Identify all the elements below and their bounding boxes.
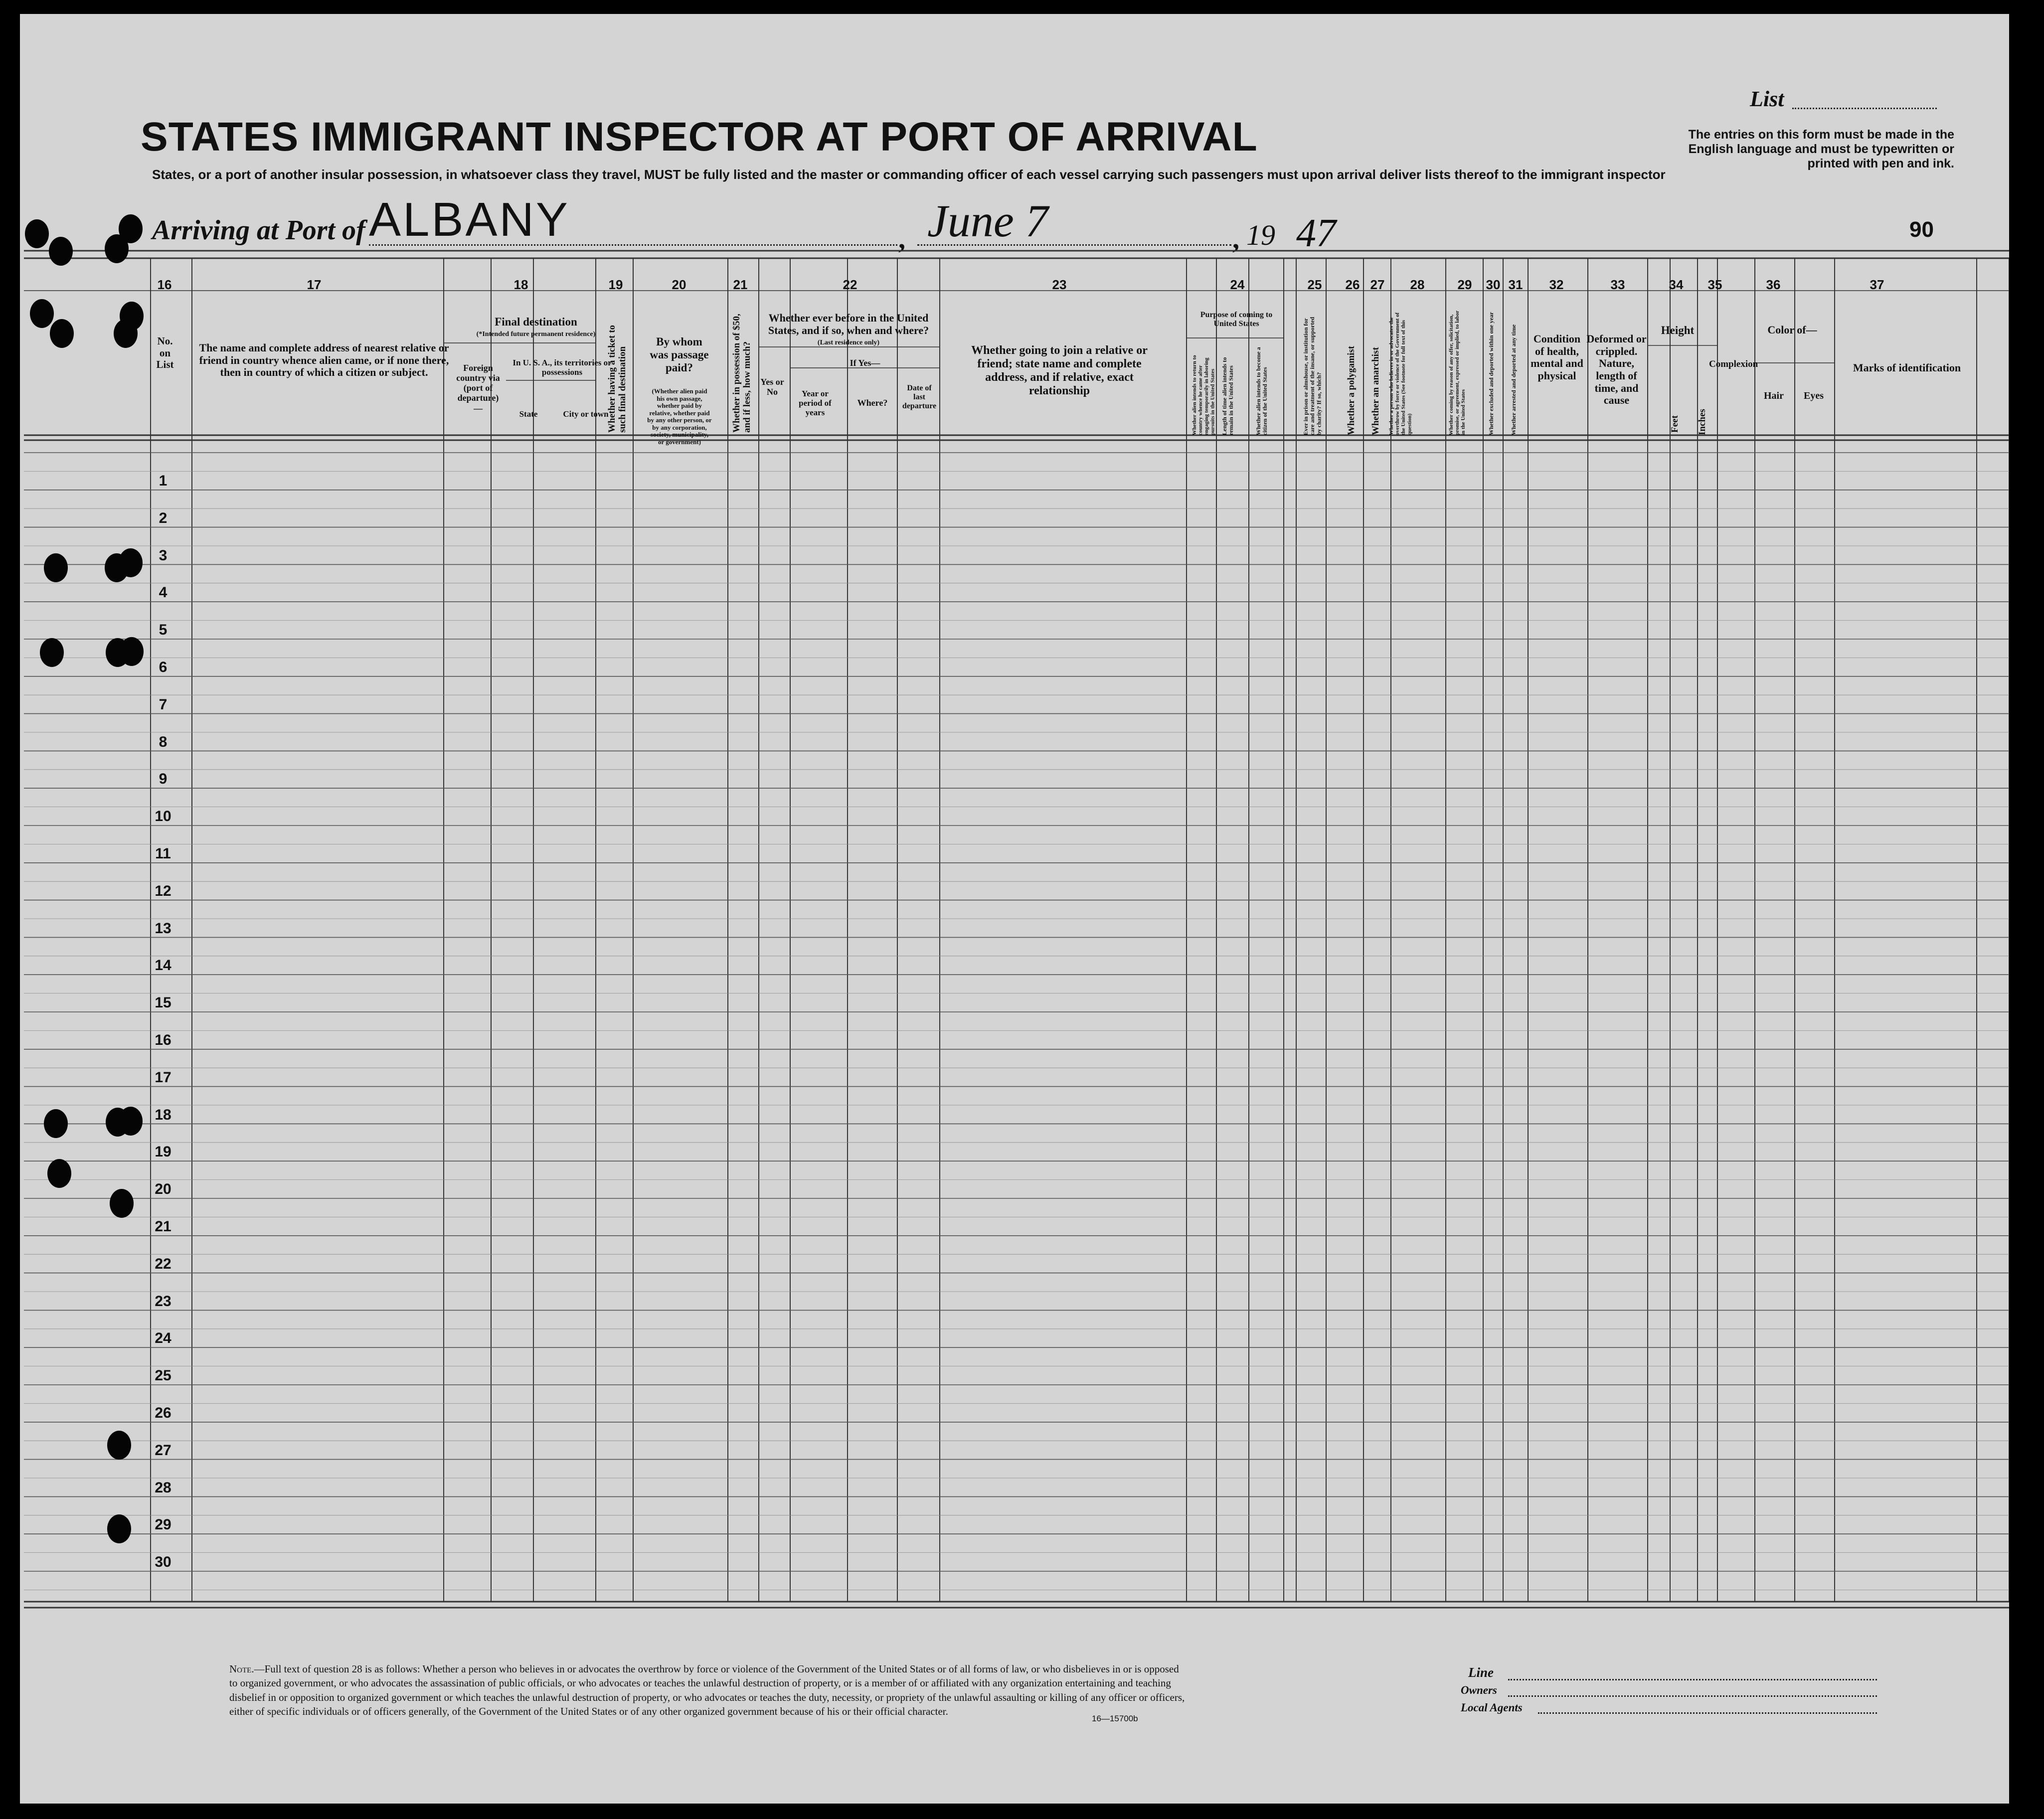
row-number: 16 [155, 1032, 171, 1048]
punch-hole [110, 1189, 134, 1218]
header-health: Condition of health, mental and physical [1531, 332, 1583, 382]
comma-separator: , [1232, 224, 1239, 255]
header-marks: Marks of identification [1853, 361, 1961, 374]
punch-hole [119, 1107, 143, 1136]
col-number: 28 [1410, 277, 1425, 292]
year-prefix: 19 [1246, 219, 1275, 251]
local-agents-field[interactable] [1538, 1712, 1877, 1714]
row-number: 23 [155, 1293, 171, 1310]
form-instructions: The entries on this form must be made in the English language and must be typewritten or printed with pen and ink. [1688, 128, 1954, 170]
col-number: 33 [1610, 277, 1625, 292]
col-number: 26 [1345, 277, 1360, 292]
col-number: 20 [672, 277, 686, 292]
punch-hole [44, 553, 68, 582]
port-value[interactable]: ALBANY [369, 193, 570, 246]
header-before-in-us: Whether ever before in the United States, and if so, when and where? [768, 312, 929, 336]
header-yes-no: Yes or No [760, 377, 784, 397]
row-number: 10 [155, 808, 171, 825]
row-number: 20 [155, 1181, 171, 1198]
header-nearest-relative: The name and complete address of nearest relative or friend in country whence alien came, or if none there, then in country of which a citizen or subject. [199, 341, 449, 379]
header-fifty-dollars: Whether in possession of $50, and if less, how much? [731, 314, 752, 433]
header-date-last-departure: Date of last departure [902, 384, 937, 410]
col-number: 31 [1508, 277, 1523, 292]
col-number: 35 [1707, 277, 1722, 292]
row-number: 1 [159, 473, 168, 489]
row-number: 2 [159, 509, 168, 526]
header-deformed: Deformed or crippled. Nature, length of time, and cause [1586, 332, 1647, 407]
col-number: 34 [1669, 277, 1684, 292]
header-final-destination-note: (*Intended future permanent residence) [476, 331, 596, 338]
col-number: 24 [1230, 277, 1245, 292]
header-where: Where? [857, 398, 888, 408]
header-eyes: Eyes [1804, 390, 1824, 401]
row-number: 25 [155, 1367, 171, 1384]
line-field[interactable] [1508, 1679, 1877, 1680]
col-number: 22 [843, 277, 857, 292]
header-prison: Ever in prison or almshouse, or institution for care and treatment of the insane, or supported by charity? If so, which? [1302, 317, 1323, 435]
row-number: 18 [155, 1106, 171, 1123]
header-year-period: Year or period of years [799, 389, 832, 418]
header-feet: Feet [1670, 415, 1680, 433]
header-anarchist: Whether an anarchist [1370, 347, 1381, 435]
row-number: 29 [155, 1516, 171, 1533]
row-number: 17 [155, 1069, 171, 1086]
col-number: 25 [1307, 277, 1322, 292]
header-color-of: Color of— [1767, 324, 1817, 336]
form-title: STATES IMMIGRANT INSPECTOR AT PORT OF ARRIVAL [141, 114, 1258, 160]
punch-hole [119, 548, 143, 577]
header-purpose-citizen: Whether alien intends to become a citizen of the United States [1255, 347, 1269, 435]
local-agents-label: Local Agents [1461, 1701, 1523, 1714]
header-if-yes: If Yes— [850, 358, 880, 368]
comma-separator: , [898, 224, 905, 255]
form-number: 16—15700b [1092, 1714, 1138, 1723]
punch-hole [47, 1159, 71, 1188]
punch-hole [119, 214, 143, 243]
col-number: 18 [513, 277, 528, 292]
row-number: 6 [159, 659, 168, 675]
footnote [229, 1662, 1187, 1718]
row-number: 27 [155, 1442, 171, 1459]
punch-hole [120, 637, 144, 666]
header-passage-paid-note: (Whether alien paid his own passage, whether paid by relative, whether paid by any other person, or by any corporation, society, municipality, or government) [647, 387, 712, 446]
col-number: 17 [307, 277, 322, 292]
header-before-in-us-note: (Last residence only) [817, 339, 880, 346]
header-final-destination: Final destination [495, 316, 577, 328]
header-join-relative: Whether going to join a relative or friend; state name and complete address, and if relative, exact relationship [971, 344, 1148, 397]
col-number: 32 [1549, 277, 1564, 292]
punch-hole [30, 299, 54, 328]
header-in-usa: In U. S. A., its territories or possessions [512, 358, 612, 377]
owners-field[interactable] [1508, 1695, 1877, 1697]
row-number: 9 [159, 771, 168, 788]
col-number: 23 [1052, 277, 1067, 292]
arriving-port-label: Arriving at Port of [152, 215, 365, 246]
header-height: Height [1661, 324, 1695, 336]
row-number: 12 [155, 882, 171, 899]
header-complexion: Complexion [1709, 359, 1758, 369]
header-excluded: Whether excluded and deported within one year [1488, 312, 1495, 435]
row-number: 5 [159, 622, 168, 639]
col-number: 16 [157, 277, 172, 292]
header-foreign-country: Foreign country via (port of departure)— [456, 363, 500, 413]
manifest-sheet [20, 14, 2009, 1804]
col-number: 27 [1370, 277, 1385, 292]
header-state: State [519, 409, 538, 419]
row-number: 15 [155, 994, 171, 1011]
header-city: City or town [563, 409, 609, 419]
punch-hole [25, 219, 49, 248]
footnote-lead: Note. [229, 1663, 254, 1675]
header-purpose-length: Length of time alien intends to remain in the United States [1221, 357, 1235, 435]
row-number: 3 [159, 547, 168, 564]
row-number: 24 [155, 1330, 171, 1347]
header-passage-paid: By whom was passage paid? [650, 335, 709, 374]
punch-hole [40, 638, 64, 667]
punch-hole [107, 1514, 131, 1543]
row-number: 7 [159, 696, 168, 713]
page-number: 90 [1909, 217, 1934, 242]
row-number: 13 [155, 920, 171, 937]
header-purpose-return: Whether alien intends to return to country whence he came after engaging temporarily in laboring pursuits in the United States [1192, 355, 1216, 435]
col-number: 37 [1870, 277, 1884, 292]
header-inches: Inches [1697, 409, 1707, 435]
col-number: 21 [733, 277, 748, 292]
line-label: Line [1468, 1665, 1494, 1680]
header-ticket: Whether having a ticket to such final destination [607, 325, 628, 433]
arrival-date-value[interactable]: June 7 [927, 195, 1048, 246]
col-number: 29 [1457, 277, 1472, 292]
row-number: 14 [155, 957, 171, 974]
header-purpose: Purpose of coming to United States [1200, 311, 1273, 328]
owners-label: Owners [1461, 1684, 1497, 1696]
form-subtitle: States, or a port of another insular possession, in whatsoever class they travel, MUST be fully listed and the master or commanding officer of each vessel carrying such passengers must upon arrival deliver lists thereof to the immigrant inspector [152, 167, 1666, 182]
row-number: 26 [155, 1405, 171, 1421]
row-number: 8 [159, 733, 168, 750]
header-offer-labor: Whether coming by reason of any offer, solicitation, promise, or agreement, expressed or implied, to labor in the United States [1448, 311, 1467, 435]
header-arrested: Whether arrested and deported at any time [1510, 324, 1517, 435]
row-number: 4 [159, 584, 168, 601]
list-label: List [1750, 87, 1784, 111]
row-number: 28 [155, 1479, 171, 1496]
col-number: 36 [1766, 277, 1781, 292]
header-hair: Hair [1764, 390, 1784, 401]
year-value[interactable]: 47 [1296, 211, 1336, 255]
header-no-on-list: No. on List [156, 335, 174, 371]
punch-hole [120, 302, 144, 331]
punch-hole [44, 1109, 68, 1138]
punch-hole [107, 1431, 131, 1460]
footnote-text: —Full text of question 28 is as follows: Whether a person who believes in or advocates the overthrow by force or violence of the Government of the United States or of all forms of law, or who disbelieves in or is opposed to organized government, or who advocates the assassination of public officials, or who advocates or teaches the unlawful destruction of property, or is a member of or affiliated with any organization entertaining and teaching disbelief in or opposition to organized government or which teaches the unlawful destruction of property, or who advocates or teaches the duty, necessity, or propriety of the unlawful assaulting or killing of any officer or officers, either of specific individuals or of officers generally, of the Government of the United States or of any other organized government because of his or their official character. [229, 1663, 1185, 1718]
row-number: 19 [155, 1144, 171, 1160]
row-number: 22 [155, 1255, 171, 1272]
row-number: 21 [155, 1218, 171, 1235]
punch-hole [49, 237, 73, 266]
col-number: 30 [1486, 277, 1501, 292]
header-polygamist: Whether a polygamist [1346, 345, 1357, 435]
row-number: 30 [155, 1554, 171, 1571]
punch-hole [50, 319, 74, 348]
header-overthrow: Whether a person who believes in or advocates the overthrow by force or violence of the Government of the United States (See footnote for full text of this question) [1388, 312, 1413, 435]
row-number: 11 [155, 845, 171, 862]
col-number: 19 [608, 277, 623, 292]
